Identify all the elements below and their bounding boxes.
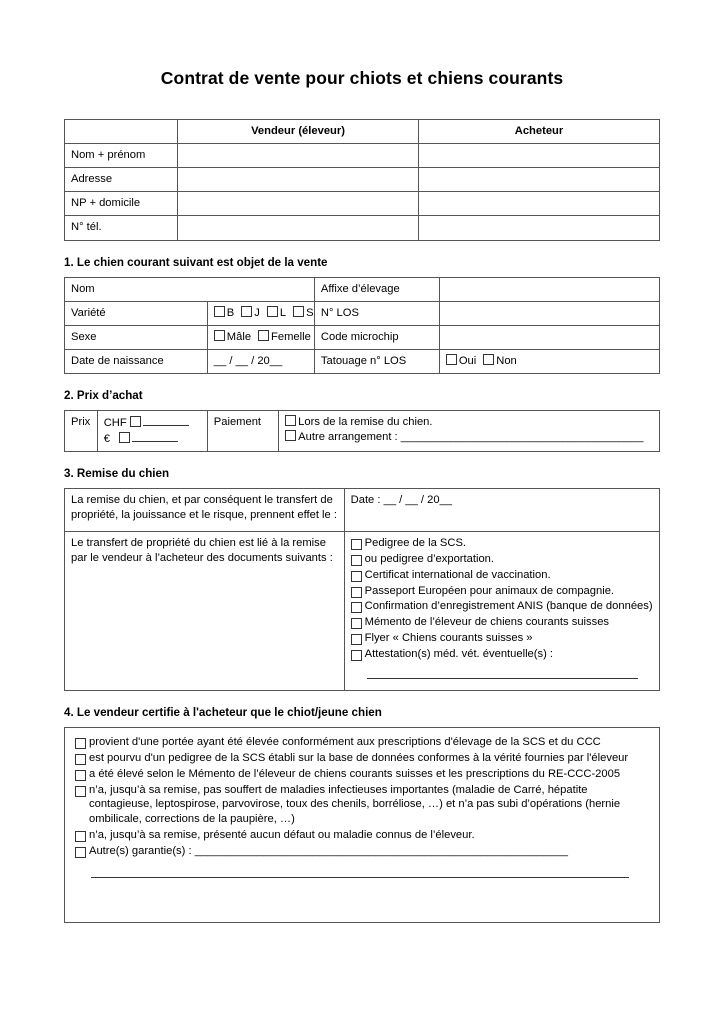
- section3-title: 3. Remise du chien: [64, 467, 170, 481]
- list-item[interactable]: [351, 584, 653, 599]
- input-warranty-line[interactable]: [91, 866, 629, 878]
- payment-options[interactable]: [279, 410, 660, 451]
- list-item[interactable]: [75, 751, 649, 766]
- tatouage-options[interactable]: [439, 349, 659, 373]
- tatouage-non-label: Non: [496, 354, 517, 367]
- checkbox-warranty-3[interactable]: [75, 786, 86, 797]
- parties-header-acheteur: Acheteur: [419, 120, 660, 144]
- list-item[interactable]: [75, 783, 649, 827]
- page-title: Contrat de vente pour chiots et chiens courants: [160, 68, 564, 88]
- section1-title: 1. Le chien courant suivant est objet de la vente: [64, 255, 328, 269]
- checkbox-doc-memento[interactable]: [351, 618, 362, 629]
- row-label-nom-prenom: Nom + prénom: [65, 144, 178, 168]
- checkbox-variete-s[interactable]: [293, 306, 304, 317]
- checkbox-warranty-5[interactable]: [75, 847, 86, 858]
- input-vendeur-tel[interactable]: [178, 216, 419, 240]
- parties-table: [64, 119, 660, 241]
- input-acheteur-adresse[interactable]: [419, 168, 660, 192]
- label-nom: Nom: [65, 277, 315, 301]
- checkbox-warranty-0[interactable]: [75, 738, 86, 749]
- checkbox-doc-anis[interactable]: [351, 602, 362, 613]
- warranties-list: [75, 735, 649, 878]
- warranty-label-0: provient d'une portée ayant été élevée conformément aux prescriptions d'élevage de la SCS et du CCC: [89, 736, 601, 749]
- warranties-table: [64, 727, 660, 923]
- section4-title: 4. Le vendeur certifie à l'acheteur que le chiot/jeune chien: [64, 706, 382, 720]
- label-tatouage: Tatouage n° LOS: [314, 349, 439, 373]
- documents-checklist[interactable]: [344, 532, 659, 691]
- label-affixe: Affixe d’élevage: [314, 277, 439, 301]
- checkbox-doc-flyer[interactable]: [351, 634, 362, 645]
- handover-table: [64, 488, 660, 691]
- input-attestation-line[interactable]: [367, 667, 638, 679]
- checkbox-warranty-4[interactable]: [75, 831, 86, 842]
- label-sexe: Sexe: [65, 325, 208, 349]
- table-row: [65, 410, 660, 451]
- row-label-tel: N° tél.: [65, 216, 178, 240]
- row-label-np-domicile: NP + domicile: [65, 192, 178, 216]
- row-label-adresse: Adresse: [65, 168, 178, 192]
- sexe-male-label: Mâle: [226, 330, 252, 343]
- list-item[interactable]: [351, 552, 653, 567]
- list-item[interactable]: [75, 735, 649, 750]
- warranty-label-1: est pourvu d'un pedigree de la SCS établi sur la base de données conformes à la vérité fournies par l'éleveur: [89, 751, 629, 764]
- documents-list: [351, 536, 653, 679]
- input-date-naissance[interactable]: __ / __ / 20__: [207, 349, 314, 373]
- input-acheteur-tel[interactable]: [419, 216, 660, 240]
- payment-option-1-label: Autre arrangement : _______________________________________: [298, 431, 644, 444]
- variete-s-label: S: [306, 306, 314, 319]
- table-row: [65, 277, 660, 301]
- list-item[interactable]: [75, 844, 649, 879]
- checkbox-tatouage-oui[interactable]: [446, 354, 457, 365]
- input-vendeur-adresse[interactable]: [178, 168, 419, 192]
- tatouage-oui-label: Oui: [458, 354, 477, 367]
- warranty-label-5: Autre(s) garantie(s) : ____________________________________________________________: [89, 844, 569, 857]
- sexe-options[interactable]: [207, 325, 314, 349]
- doc-label-3: Passeport Européen pour animaux de compagnie.: [364, 584, 615, 597]
- payment-option-1[interactable]: [285, 430, 653, 445]
- table-row: [65, 325, 660, 349]
- warranty-label-2: a été élevé selon le Mémento de l’éleveur de chiens courants suisses et les prescriptions du RE-CCC-2005: [89, 767, 621, 780]
- checkbox-doc-certificat-vaccination[interactable]: [351, 571, 362, 582]
- input-vendeur-nom[interactable]: [178, 144, 419, 168]
- table-row: [65, 120, 660, 144]
- input-price-chf[interactable]: [143, 415, 189, 426]
- checkbox-tatouage-non[interactable]: [483, 354, 494, 365]
- doc-label-0: Pedigree de la SCS.: [364, 537, 467, 550]
- list-item[interactable]: [351, 568, 653, 583]
- checkbox-variete-j[interactable]: [241, 306, 252, 317]
- transfer-date[interactable]: Date : __ / __ / 20__: [344, 489, 659, 532]
- checkbox-currency-chf[interactable]: [130, 416, 141, 427]
- list-item[interactable]: [75, 767, 649, 782]
- checkbox-doc-pedigree-export[interactable]: [351, 555, 362, 566]
- doc-label-6: Flyer « Chiens courants suisses »: [364, 631, 533, 644]
- table-row: [65, 144, 660, 168]
- label-paiement: Paiement: [207, 410, 278, 451]
- label-no-los: N° LOS: [314, 301, 439, 325]
- currency-eur-label: €: [103, 433, 110, 446]
- doc-label-2: Certificat international de vaccination.: [364, 568, 551, 581]
- list-item[interactable]: [351, 647, 653, 680]
- checkbox-sexe-male[interactable]: [214, 330, 225, 341]
- dog-details-table: [64, 277, 660, 374]
- input-price-eur[interactable]: [132, 431, 178, 442]
- list-item[interactable]: [351, 615, 653, 630]
- variete-j-label: J: [254, 306, 260, 319]
- variete-b-label: B: [226, 306, 235, 319]
- section2-title: 2. Prix d’achat: [64, 388, 143, 402]
- doc-label-7: Attestation(s) méd. vét. éventuelle(s) :: [364, 647, 554, 660]
- input-no-los[interactable]: [439, 301, 659, 325]
- list-item[interactable]: [351, 536, 653, 551]
- checkbox-variete-l[interactable]: [267, 306, 278, 317]
- label-prix: Prix: [65, 410, 98, 451]
- table-row: [65, 489, 660, 532]
- list-item[interactable]: [75, 828, 649, 843]
- label-variete: Variété: [65, 301, 208, 325]
- checkbox-warranty-1[interactable]: [75, 754, 86, 765]
- price-table: [64, 410, 660, 452]
- table-row: [65, 728, 660, 923]
- currency-chf-label: CHF: [103, 416, 127, 429]
- parties-header-blank: [65, 120, 178, 144]
- checkbox-variete-b[interactable]: [214, 306, 225, 317]
- table-row: [65, 192, 660, 216]
- checkbox-doc-pedigree-scs[interactable]: [351, 539, 362, 550]
- checkbox-doc-passeport-europeen[interactable]: [351, 587, 362, 598]
- label-code-microchip: Code microchip: [314, 325, 439, 349]
- table-row: [65, 532, 660, 691]
- variete-l-label: L: [279, 306, 287, 319]
- sexe-femelle-label: Femelle: [271, 330, 311, 343]
- checkbox-payment-autre[interactable]: [285, 430, 296, 441]
- payment-option-0[interactable]: [285, 415, 653, 430]
- warranty-label-3: n’a, jusqu’à sa remise, pas souffert de maladies infectieuses importantes (maladie de Carré, hépatite contagieuse, leptospirose, parvovirose, toux des chenils, borréliose, …) et n’a pas subi d’opérations (hernie ombilicale, corrections de la paupière, …): [89, 783, 621, 826]
- list-item[interactable]: [351, 631, 653, 646]
- checkbox-warranty-2[interactable]: [75, 770, 86, 781]
- table-row: [65, 349, 660, 373]
- input-affixe[interactable]: [439, 277, 659, 301]
- checkbox-payment-remise[interactable]: [285, 415, 296, 426]
- table-row: [65, 216, 660, 240]
- doc-label-5: Mémento de l’éleveur de chiens courants suisses: [364, 616, 610, 629]
- input-code-microchip[interactable]: [439, 325, 659, 349]
- checkbox-currency-eur[interactable]: [119, 432, 130, 443]
- list-item[interactable]: [351, 599, 653, 614]
- warranties-cell[interactable]: [65, 728, 660, 923]
- doc-label-4: Confirmation d’enregistrement ANIS (banque de données): [364, 600, 653, 613]
- checkbox-sexe-femelle[interactable]: [258, 330, 269, 341]
- input-acheteur-domicile[interactable]: [419, 192, 660, 216]
- variete-options[interactable]: [207, 301, 314, 325]
- table-row: [65, 168, 660, 192]
- parties-header-vendeur: Vendeur (éleveur): [178, 120, 419, 144]
- payment-option-0-label: Lors de la remise du chien.: [298, 415, 433, 428]
- price-eur-row[interactable]: [104, 431, 201, 447]
- label-date-naissance: Date de naissance: [65, 349, 208, 373]
- doc-label-1: ou pedigree d’exportation.: [364, 552, 495, 565]
- warranty-label-4: n’a, jusqu’à sa remise, présenté aucun défaut ou maladie connus de l’éleveur.: [89, 828, 475, 841]
- documents-intro: Le transfert de propriété du chien est lié à la remise par le vendeur à l’acheteur des documents suivants :: [65, 532, 345, 691]
- input-vendeur-domicile[interactable]: [178, 192, 419, 216]
- input-acheteur-nom[interactable]: [419, 144, 660, 168]
- price-chf-row[interactable]: [104, 415, 201, 431]
- price-currency-fields[interactable]: [97, 410, 207, 451]
- transfer-text: La remise du chien, et par conséquent le transfert de propriété, la jouissance et le risque, prennent effet le :: [65, 489, 345, 532]
- table-row: [65, 301, 660, 325]
- checkbox-doc-attestation[interactable]: [351, 650, 362, 661]
